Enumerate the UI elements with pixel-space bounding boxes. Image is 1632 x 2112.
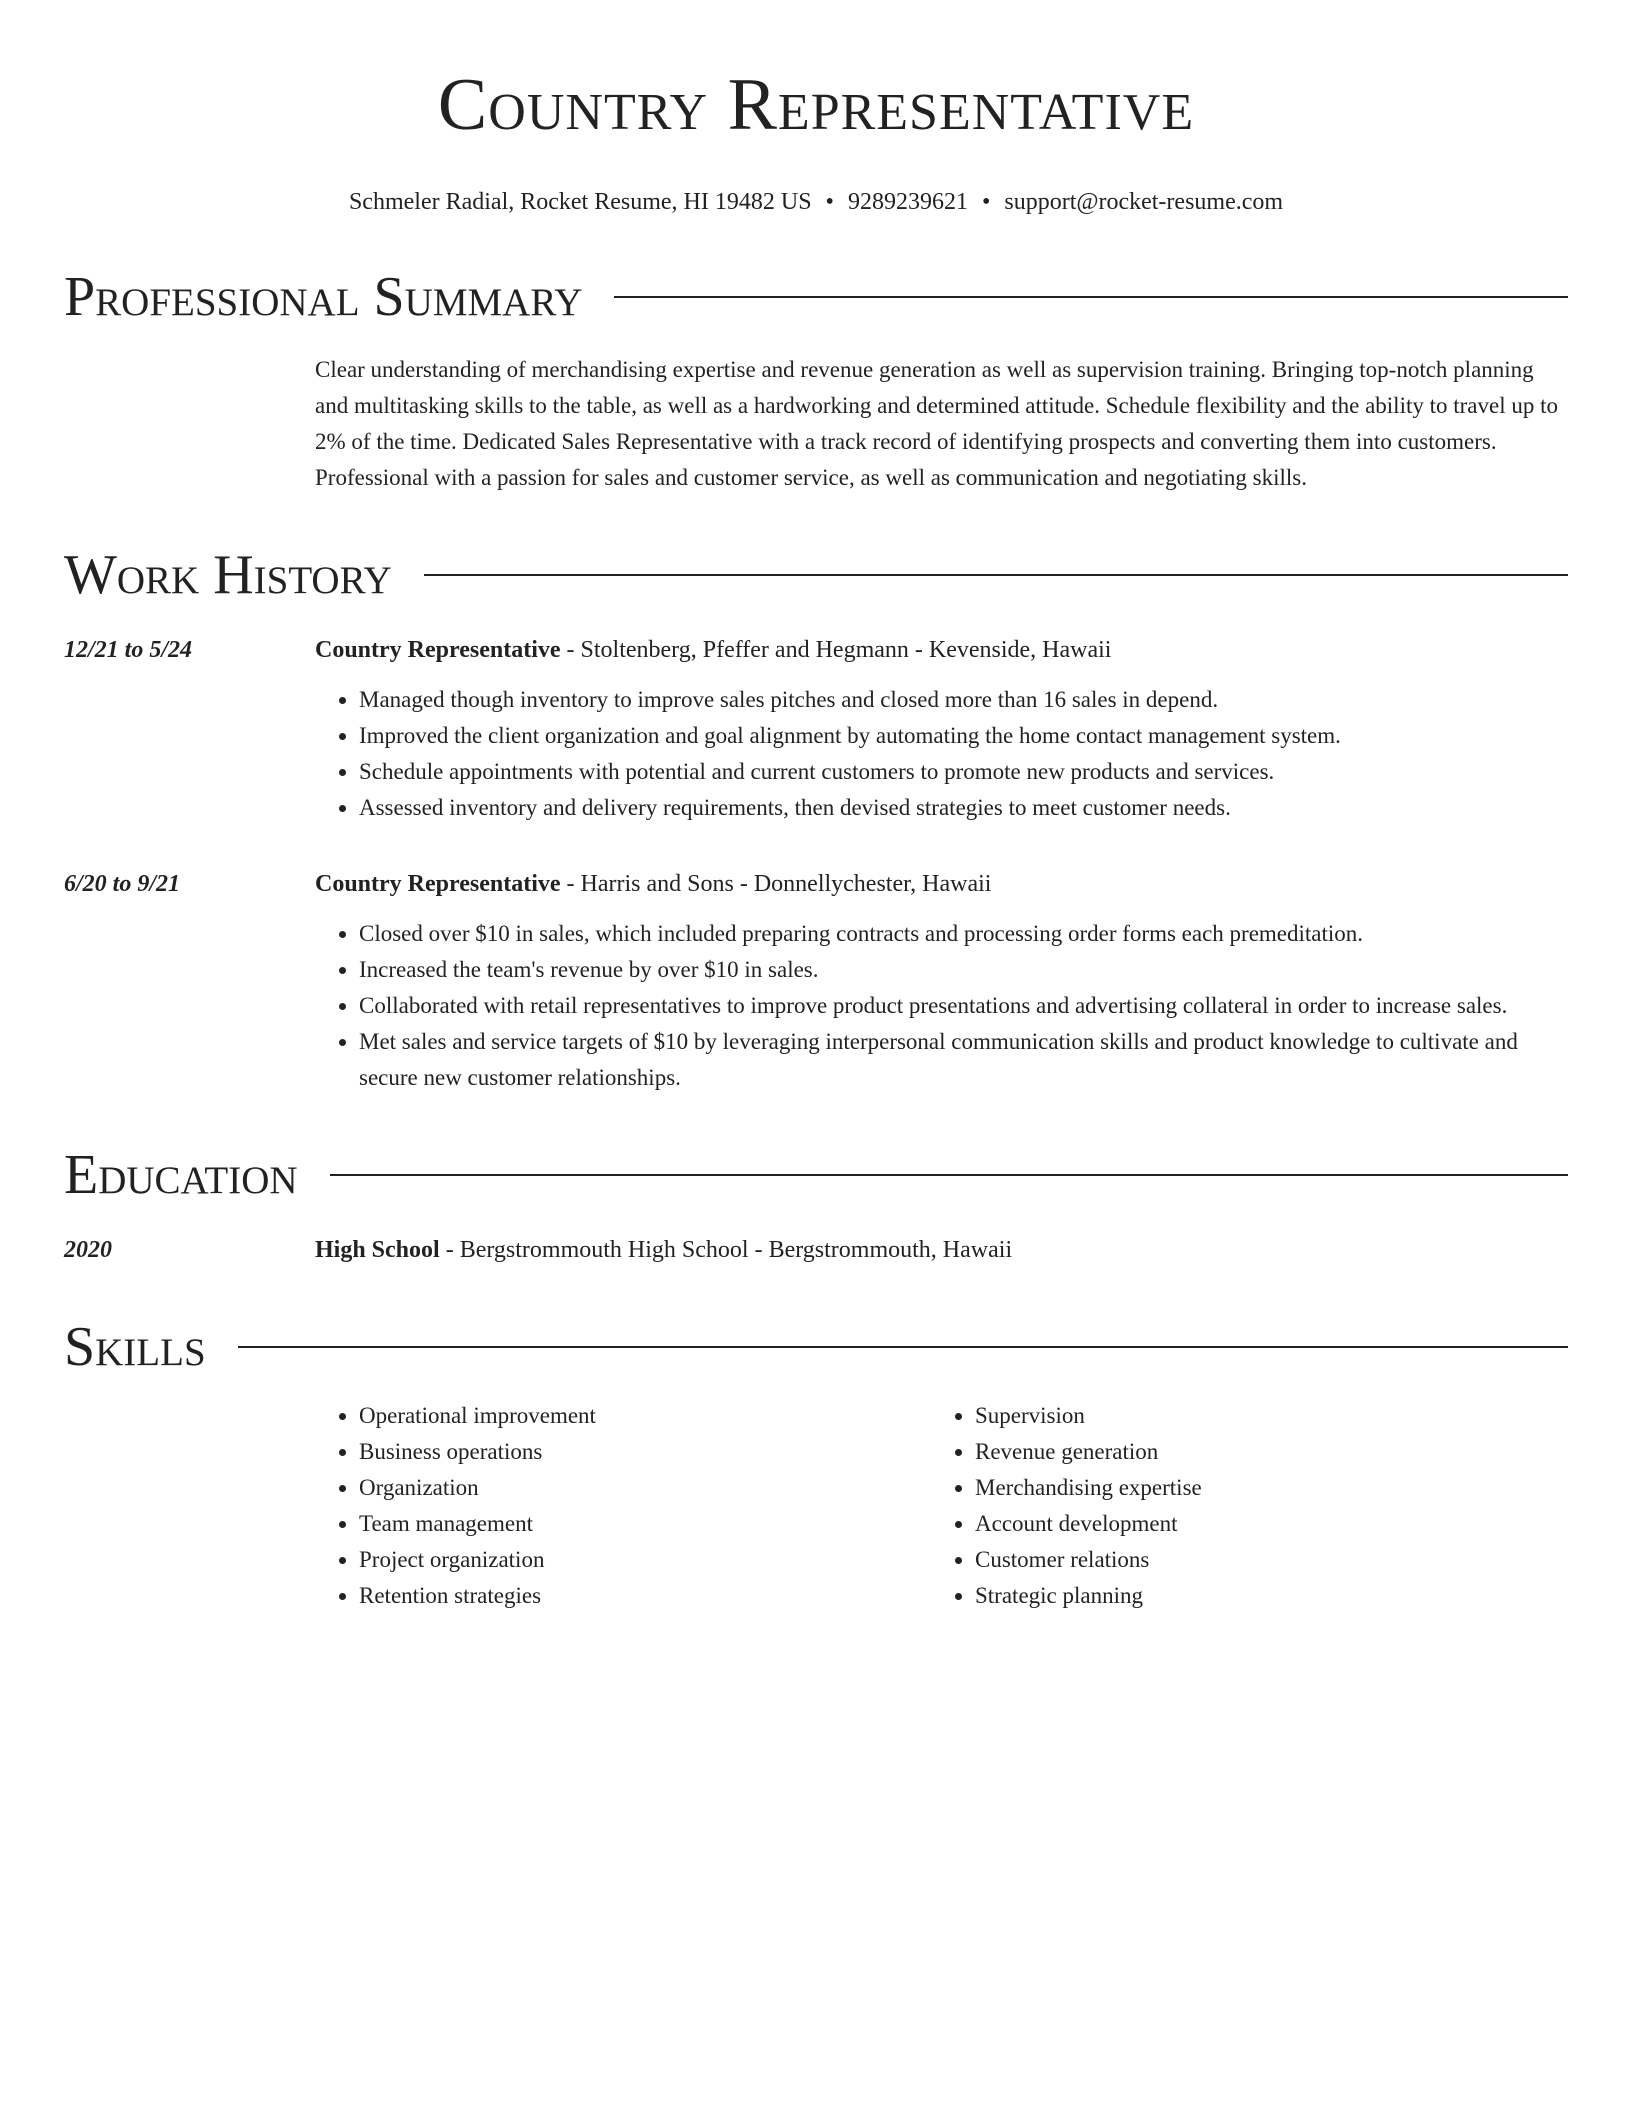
- section-divider: [238, 1346, 1568, 1348]
- work-bullets: [315, 682, 1568, 826]
- skill-item: • Strategic planning: [975, 1578, 1547, 1614]
- list-item: • Schedule appointments with potential and current customers to promote new products and services.: [359, 754, 1568, 790]
- skill-item: • Account development: [975, 1506, 1547, 1542]
- list-item: • Met sales and service targets of $10 by leveraging interpersonal communication skills and product knowledge to cultivate and secure new customer relationships.: [359, 1024, 1568, 1096]
- work-bullets: [315, 916, 1568, 1096]
- education-title-line: [315, 1232, 1568, 1268]
- section-header-skills: [64, 1314, 1568, 1380]
- section-header-summary: [64, 264, 1568, 330]
- skills-list-right: [931, 1398, 1547, 1614]
- list-item: • Assessed inventory and delivery requirements, then devised strategies to meet customer needs.: [359, 790, 1568, 826]
- education-degree: High School: [315, 1237, 440, 1263]
- section-title-skills: Skills: [64, 1316, 206, 1378]
- section-title-work: Work History: [64, 544, 392, 606]
- resume-name: Country Representative: [437, 64, 1195, 146]
- education-body: [315, 1232, 1568, 1268]
- skill-item: • Team management: [359, 1506, 931, 1542]
- work-dates: 6/20 to 9/21: [64, 871, 181, 897]
- skill-item: • Supervision: [975, 1398, 1547, 1434]
- contact-phone: 9289239621: [847, 189, 968, 215]
- section-title-education: Education: [64, 1144, 298, 1206]
- work-entry: [64, 866, 1568, 1096]
- skill-item: • Business operations: [359, 1434, 931, 1470]
- section-title-summary: Professional Summary: [64, 266, 583, 328]
- work-entry: [64, 632, 1568, 826]
- skill-item: • Operational improvement: [359, 1398, 931, 1434]
- skill-item: • Merchandising expertise: [975, 1470, 1547, 1506]
- education-entry: [64, 1232, 1568, 1268]
- contact-email: support@rocket-resume.com: [1004, 189, 1284, 215]
- job-details: - Harris and Sons - Donnellychester, Hawaii: [560, 871, 992, 897]
- job-details: - Stoltenberg, Pfeffer and Hegmann - Kevenside, Hawaii: [560, 637, 1112, 663]
- contact-line: [64, 186, 1568, 218]
- list-item: • Managed though inventory to improve sales pitches and closed more than 16 sales in depend.: [359, 682, 1568, 718]
- contact-separator: •: [981, 189, 991, 215]
- skill-item: • Organization: [359, 1470, 931, 1506]
- job-title: Country Representative: [315, 637, 561, 663]
- section-header-work: [64, 542, 1568, 608]
- work-title-line: [315, 866, 1568, 902]
- job-title: Country Representative: [315, 871, 561, 897]
- skill-item: • Retention strategies: [359, 1578, 931, 1614]
- section-header-education: [64, 1142, 1568, 1208]
- skill-item: • Project organization: [359, 1542, 931, 1578]
- contact-address: Schmeler Radial, Rocket Resume, HI 19482 US: [348, 189, 812, 215]
- skills-columns: [315, 1398, 1568, 1614]
- work-body: [315, 632, 1568, 826]
- section-divider: [424, 574, 1568, 576]
- contact-separator: •: [825, 189, 834, 215]
- work-dates: 12/21 to 5/24: [64, 637, 193, 663]
- education-year: 2020: [64, 1237, 112, 1263]
- list-item: • Collaborated with retail representatives to improve product presentations and advertising collateral in order to increase sales.: [359, 988, 1568, 1024]
- list-item: • Closed over $10 in sales, which included preparing contracts and processing order forms each premeditation.: [359, 916, 1568, 952]
- work-body: [315, 866, 1568, 1096]
- section-divider: [614, 296, 1568, 298]
- summary-text: Clear understanding of merchandising expertise and revenue generation as well as supervision training. Bringing top-notch planning and multitasking skills to the table, as well as a hardworking and determined attitude. Schedule flexibility and the ability to travel up to 2% of the time. Dedicated Sales Representative with a track record of identifying prospects and converting them into customers. Professional with a passion for sales and customer service, as well as communication and negotiating skills.: [315, 357, 1558, 490]
- work-title-line: [315, 632, 1568, 668]
- skill-item: • Customer relations: [975, 1542, 1547, 1578]
- section-divider: [330, 1174, 1568, 1176]
- skills-list-left: [315, 1398, 931, 1614]
- list-item: • Increased the team's revenue by over $10 in sales.: [359, 952, 1568, 988]
- skill-item: • Revenue generation: [975, 1434, 1547, 1470]
- list-item: • Improved the client organization and goal alignment by automating the home contact management system.: [359, 718, 1568, 754]
- education-details: - Bergstrommouth High School - Bergstrommouth, Hawaii: [439, 1237, 1013, 1263]
